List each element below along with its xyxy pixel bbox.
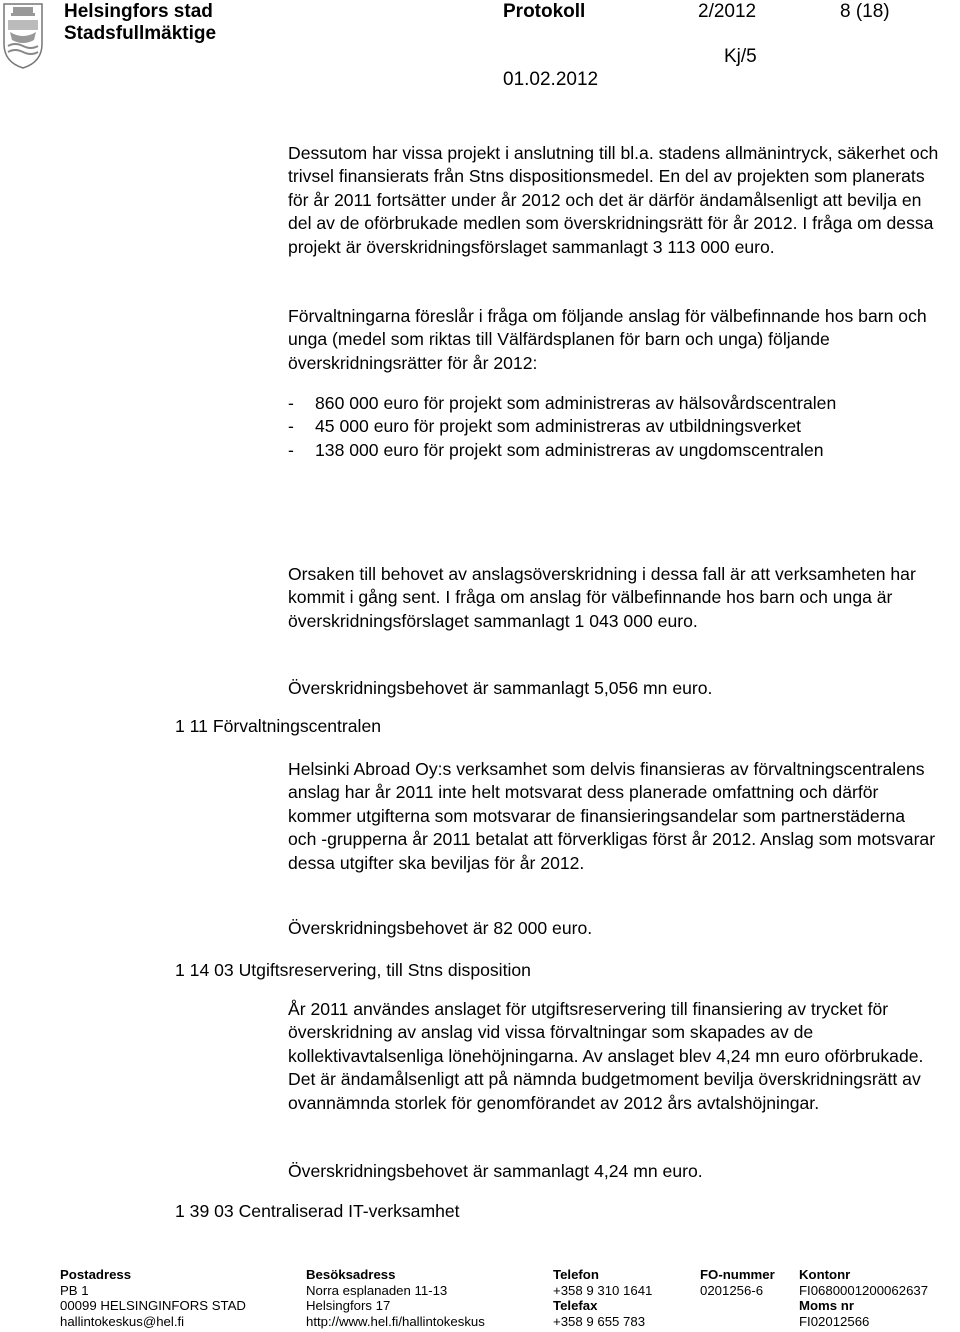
footer-vat-label: Moms nr xyxy=(799,1298,854,1313)
need-total-1: Överskridningsbehovet är sammanlagt 5,056 mn euro. xyxy=(288,678,713,698)
footer-visiting-address xyxy=(306,1267,536,1329)
footer-postal-address xyxy=(60,1267,290,1329)
footer-phone-value: +358 9 310 1641 xyxy=(553,1282,653,1298)
wellbeing-paragraph: Förvaltningarna föreslår i fråga om följande anslag för välbefinnande hos barn och unga (medel som riktas till Välfärdsplanen för barn och unga) följande överskridningsrätter för år 2012: xyxy=(288,306,927,373)
footer-account-label: Kontonr xyxy=(799,1267,851,1282)
footer-postal-label: Postadress xyxy=(60,1267,132,1282)
section-heading-1-14-03: 1 14 03 Utgiftsreservering, till Stns disposition xyxy=(175,960,531,980)
wellbeing-list xyxy=(288,392,908,462)
section-number: Kj/5 xyxy=(724,46,757,67)
doc-number: 2/2012 xyxy=(698,1,757,22)
footer-visiting-line: Helsingfors 17 xyxy=(306,1298,391,1313)
intro-paragraph: Dessutom har vissa projekt i anslutning till bl.a. stadens allmänintryck, säkerhet och trivsel finansierats från Stns dispositionsmedel. En del av projekten som planerats för år 2011 fortsätter under år 2012 och det är därför ändamålsenligt att bevilja en del av de oförbrukade medlen som överskridningsrätt för år 2012. I fråga om dessa projekt är överskridningsförslaget sammanlagt 3 113 000 euro. xyxy=(288,143,939,257)
footer-website-link[interactable]: http://www.hel.fi/hallintokeskus xyxy=(306,1313,485,1329)
section-heading-1-39-03: 1 39 03 Centraliserad IT-verksamhet xyxy=(175,1201,460,1221)
section-heading-1-11: 1 11 Förvaltningscentralen xyxy=(175,716,382,736)
org-name: Helsingfors stad xyxy=(64,1,213,22)
list-item: - 45 000 euro för projekt som administreras av utbildningsverket xyxy=(288,416,802,437)
footer-phone-label: Telefon xyxy=(553,1267,599,1282)
doc-type: Protokoll xyxy=(503,1,586,22)
footer-postal-line: PB 1 xyxy=(60,1282,89,1298)
footer-visiting-label: Besöksadress xyxy=(306,1267,396,1282)
footer-fax-label: Telefax xyxy=(553,1298,598,1313)
reason-paragraph: Orsaken till behovet av anslagsöverskridning i dessa fall är att verksamheten har kommit i gång sent. I fråga om anslag för välbefinnande hos barn och unga är överskridningsförslaget sammanlagt 1 043 000 euro. xyxy=(288,564,916,631)
reserve-paragraph: År 2011 användes anslaget för utgiftsreservering till finansiering av trycket för överskridning av anslag vid vissa förvaltningar som skapades av de kollektivavtalsenliga lönehöjningarna. Av anslaget blev 4,24 mn euro oförbrukade. Det är ändamålsenligt att på nämnda budgetmoment bevilja överskridningsrätt av ovannämnda storlek för genomförandet av 2012 års avtalshöjningar. xyxy=(288,999,924,1113)
list-item: - 138 000 euro för projekt som administreras av ungdomscentralen xyxy=(288,439,824,460)
footer-business-id-value: 0201256-6 xyxy=(700,1282,764,1298)
city-coat-of-arms-logo xyxy=(0,0,46,70)
footer-visiting-line: Norra esplanaden 11-13 xyxy=(306,1282,448,1298)
need-total-3: Överskridningsbehovet är sammanlagt 4,24 mn euro. xyxy=(288,1161,703,1181)
footer-fax-value: +358 9 655 783 xyxy=(553,1313,646,1329)
footer-bank-account xyxy=(799,1267,959,1329)
need-total-2: Överskridningsbehovet är 82 000 euro. xyxy=(288,918,593,938)
meeting-date: 01.02.2012 xyxy=(503,69,599,90)
page-number: 8 (18) xyxy=(840,1,890,22)
footer-email-link[interactable]: hallintokeskus@hel.fi xyxy=(60,1313,185,1329)
footer-account-value: FI0680001200062637 xyxy=(799,1282,929,1298)
org-body: Stadsfullmäktige xyxy=(64,23,217,44)
footer-postal-line: 00099 HELSINGINFORS STAD xyxy=(60,1298,246,1313)
footer-business-id xyxy=(700,1267,795,1298)
abroad-paragraph: Helsinki Abroad Oy:s verksamhet som delvis finansieras av förvaltningscentralens anslag har år 2011 inte helt motsvarat dess planerade omfattning och därför kommer utgifterna som motsvarar de finansieringsandelar som partnerstäderna och -grupperna år 2011 betalat att förverkligas först år 2012. Anslag som motsvarar dessa utgifter ska beviljas för år 2012. xyxy=(288,759,936,873)
list-item: - 860 000 euro för projekt som administreras av hälsovårdscentralen xyxy=(288,393,837,413)
footer-vat-value: FI02012566 xyxy=(799,1313,870,1329)
footer-business-id-label: FO-nummer xyxy=(700,1267,775,1282)
footer-phone xyxy=(553,1267,693,1329)
